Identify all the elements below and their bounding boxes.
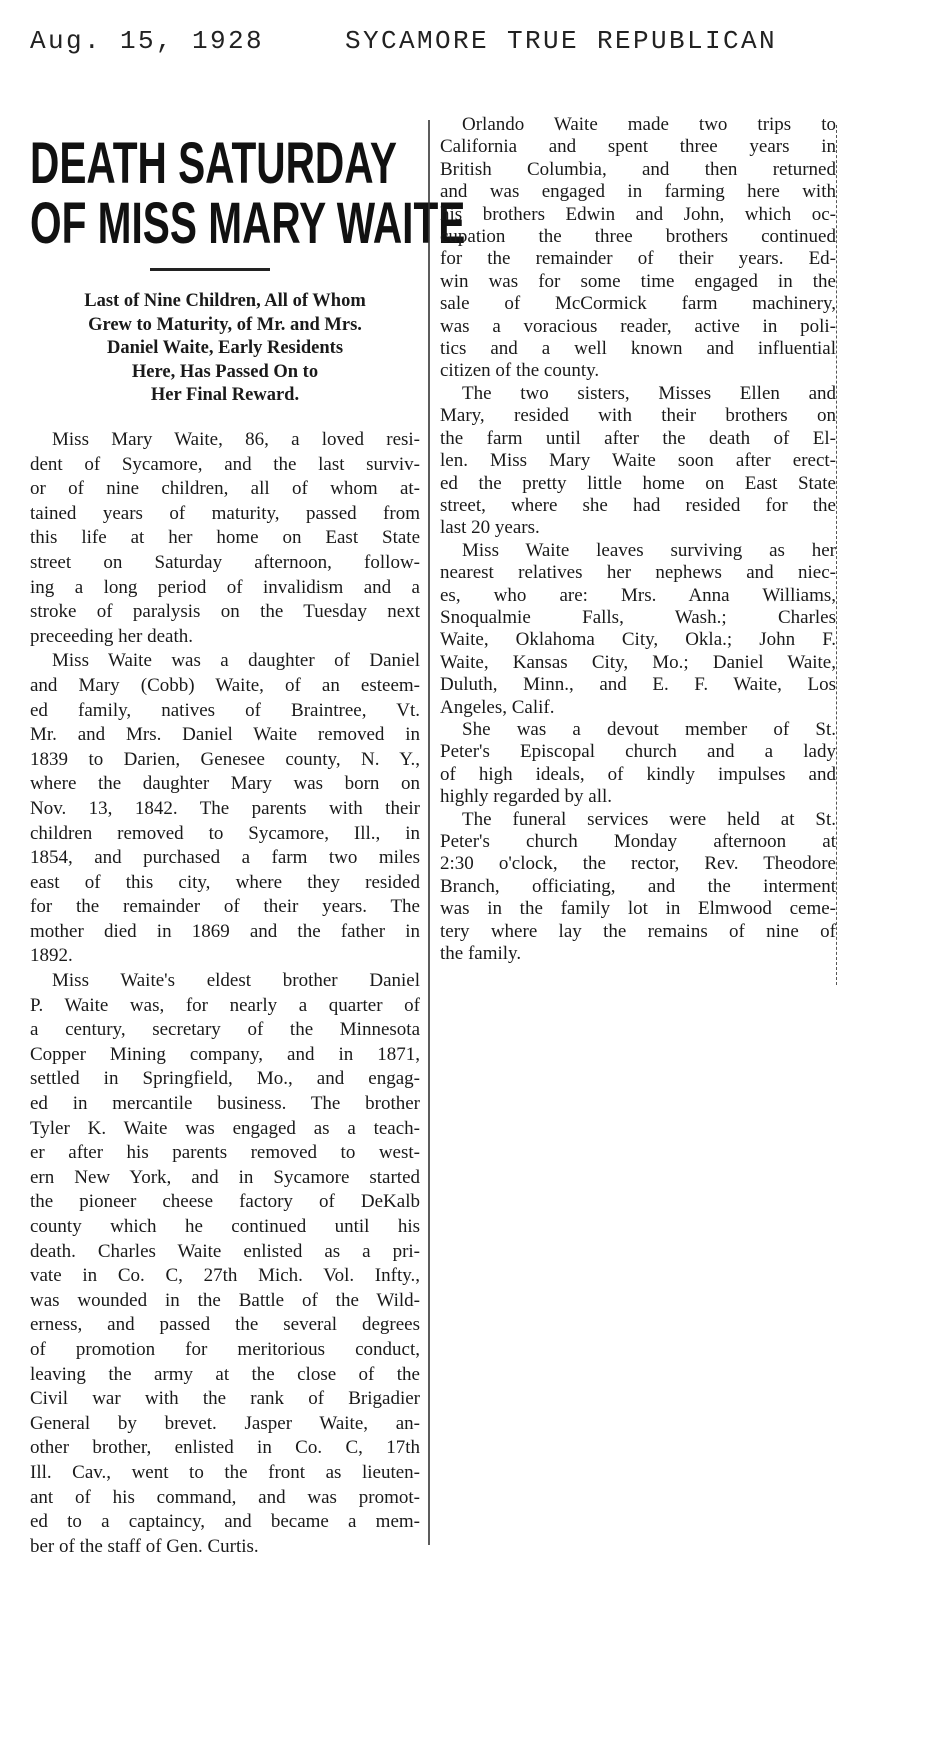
text-line: this life at her home on East State	[30, 527, 420, 549]
text-line: Nov. 13, 1842. The parents with their	[30, 797, 420, 819]
text-line: General by brevet. Jasper Waite, an-	[30, 1412, 420, 1434]
text-line: was in the family lot in Elmwood ceme-	[440, 898, 836, 920]
text-line: mother died in 1869 and the father in	[30, 920, 420, 942]
clipping-date: Aug. 15, 1928	[30, 26, 265, 56]
text-line: British Columbia, and then returned	[440, 158, 836, 180]
text-line: the family.	[440, 943, 522, 965]
text-line: ed in mercantile business. The brother	[30, 1093, 420, 1115]
text-line: citizen of the county.	[440, 360, 600, 382]
subhead-line: Her Final Reward.	[150, 385, 300, 405]
text-line: Ill. Cav., went to the front as lieuten-	[30, 1461, 420, 1483]
subhead-line: Here, Has Passed On to	[131, 361, 319, 382]
headline-line-1: DEATH SATURDAY	[30, 131, 397, 196]
text-line: er after his parents removed to west-	[30, 1142, 420, 1164]
text-line: last 20 years.	[440, 517, 540, 539]
text-line: east of this city, where they resided	[30, 871, 420, 893]
text-line: a century, secretary of the Minnesota	[30, 1019, 420, 1041]
text-line: and was engaged in farming here with	[440, 181, 836, 203]
text-line: street, where she had resided for the	[440, 494, 836, 516]
text-line: the farm until after the death of El-	[440, 427, 836, 449]
subheadline	[30, 290, 420, 408]
text-line: settled in Springfield, Mo., and engag-	[30, 1068, 420, 1090]
text-line: The two sisters, Misses Ellen and	[462, 382, 836, 404]
text-line: other brother, enlisted in Co. C, 17th	[30, 1437, 420, 1459]
text-line: Branch, officiating, and the interment	[440, 875, 836, 897]
text-line: of high ideals, of kindly impulses and	[440, 763, 836, 785]
article-paragraph	[440, 114, 836, 383]
text-line: for the remainder of their years. Ed-	[440, 248, 836, 270]
subhead-line: Daniel Waite, Early Residents	[106, 338, 344, 358]
text-line: win was for some time engaged in the	[440, 270, 836, 292]
text-line: ern New York, and in Sycamore started	[30, 1166, 420, 1188]
text-line: len. Miss Mary Waite soon after erect-	[440, 450, 836, 472]
text-line: his brothers Edwin and John, which oc-	[440, 203, 836, 225]
text-line: Copper Mining company, and in 1871,	[30, 1043, 420, 1065]
column-divider	[428, 120, 430, 1545]
article-paragraph	[30, 428, 420, 649]
headline-line-2: OF MISS MARY WAITE	[30, 191, 466, 256]
text-line: tics and a well known and influential	[440, 338, 836, 360]
text-line: vate in Co. C, 27th Mich. Vol. Infty.,	[30, 1265, 420, 1287]
text-line: cupation the three brothers continued	[440, 226, 836, 248]
text-line: was a voracious reader, active in poli-	[440, 315, 836, 337]
headline-divider	[150, 268, 270, 271]
text-line: of promotion for meritorious conduct,	[30, 1338, 420, 1360]
text-line: She was a devout member of St.	[462, 718, 836, 740]
text-line: P. Waite was, for nearly a quarter of	[30, 994, 420, 1016]
article-paragraph	[440, 809, 836, 966]
article-right-column	[440, 114, 836, 965]
text-line: 1839 to Darien, Genesee county, N. Y.,	[30, 748, 420, 770]
text-line: Miss Waite's eldest brother Daniel	[52, 970, 420, 992]
article-left-column	[30, 428, 420, 1559]
text-line: Tyler K. Waite was engaged as a teach-	[30, 1117, 420, 1139]
text-line: es, who are: Mrs. Anna Williams,	[440, 584, 836, 606]
text-line: Peter's Episcopal church and a lady	[440, 741, 836, 763]
text-line: leaving the army at the close of the	[30, 1363, 420, 1385]
text-line: Orlando Waite made two trips to	[462, 114, 836, 135]
newspaper-name: SYCAMORE TRUE REPUBLICAN	[345, 26, 778, 56]
text-line: ed the pretty little home on East State	[440, 472, 836, 494]
text-line: death. Charles Waite enlisted as a pri-	[30, 1240, 420, 1262]
text-line: Miss Mary Waite, 86, a loved resi-	[52, 429, 420, 450]
text-line: dent of Sycamore, and the last surviv-	[30, 453, 420, 475]
article-paragraph	[440, 383, 836, 540]
text-line: California and spent three years in	[440, 136, 836, 158]
text-line: for the remainder of their years. The	[30, 896, 420, 918]
text-line: or of nine children, all of whom at-	[30, 478, 420, 500]
text-line: Mary, resided with their brothers on	[440, 405, 836, 427]
text-line: 1892.	[30, 945, 73, 967]
text-line: Miss Waite leaves surviving as her	[462, 539, 836, 561]
text-line: Angeles, Calif.	[440, 696, 555, 718]
text-line: tery where lay the remains of nine of	[440, 920, 836, 942]
text-line: Snoqualmie Falls, Wash.; Charles	[440, 606, 836, 628]
text-line: preceeding her death.	[30, 625, 193, 647]
text-line: 2:30 o'clock, the rector, Rev. Theodore	[440, 853, 836, 875]
text-line: Waite, Oklahoma City, Okla.; John F.	[440, 629, 836, 651]
text-line: was wounded in the Battle of the Wild-	[30, 1289, 420, 1311]
text-line: nearest relatives her nephews and niec-	[440, 562, 836, 584]
text-line: highly regarded by all.	[440, 786, 613, 808]
text-line: Duluth, Minn., and E. F. Waite, Los	[440, 674, 836, 696]
text-line: The funeral services were held at St.	[462, 808, 836, 830]
article-paragraph	[30, 649, 420, 969]
text-line: erness, and passed the several degrees	[30, 1314, 420, 1336]
article-paragraph	[440, 540, 836, 719]
text-line: 1854, and purchased a farm two miles	[30, 847, 420, 869]
column-border	[836, 125, 837, 985]
text-line: Mr. and Mrs. Daniel Waite removed in	[30, 724, 420, 746]
text-line: where the daughter Mary was born on	[30, 773, 420, 795]
text-line: and Mary (Cobb) Waite, of an esteem-	[30, 674, 420, 696]
subhead-line: Grew to Maturity, of Mr. and Mrs.	[88, 314, 362, 335]
text-line: children removed to Sycamore, Ill., in	[30, 822, 420, 844]
text-line: Peter's church Monday afternoon at	[440, 831, 836, 852]
text-line: stroke of paralysis on the Tuesday next	[30, 601, 420, 623]
text-line: Waite, Kansas City, Mo.; Daniel Waite,	[440, 651, 836, 673]
text-line: the pioneer cheese factory of DeKalb	[30, 1191, 420, 1213]
text-line: ed family, natives of Braintree, Vt.	[30, 699, 420, 721]
text-line: ing a long period of invalidism and a	[30, 576, 420, 598]
text-line: Miss Waite was a daughter of Daniel	[52, 650, 420, 672]
article-paragraph	[30, 969, 420, 1559]
subhead-line: Last of Nine Children, All of Whom	[84, 291, 366, 311]
text-line: county which he continued until his	[30, 1216, 420, 1237]
text-line: tained years of maturity, passed from	[30, 502, 420, 524]
text-line: Civil war with the rank of Brigadier	[30, 1388, 420, 1410]
text-line: sale of McCormick farm machinery,	[440, 293, 836, 315]
text-line: street on Saturday afternoon, follow-	[30, 551, 420, 573]
text-line: ed to a captaincy, and became a mem-	[30, 1511, 420, 1533]
text-line: ant of his command, and was promot-	[30, 1486, 420, 1508]
article-paragraph	[440, 719, 836, 809]
text-line: ber of the staff of Gen. Curtis.	[30, 1535, 259, 1557]
